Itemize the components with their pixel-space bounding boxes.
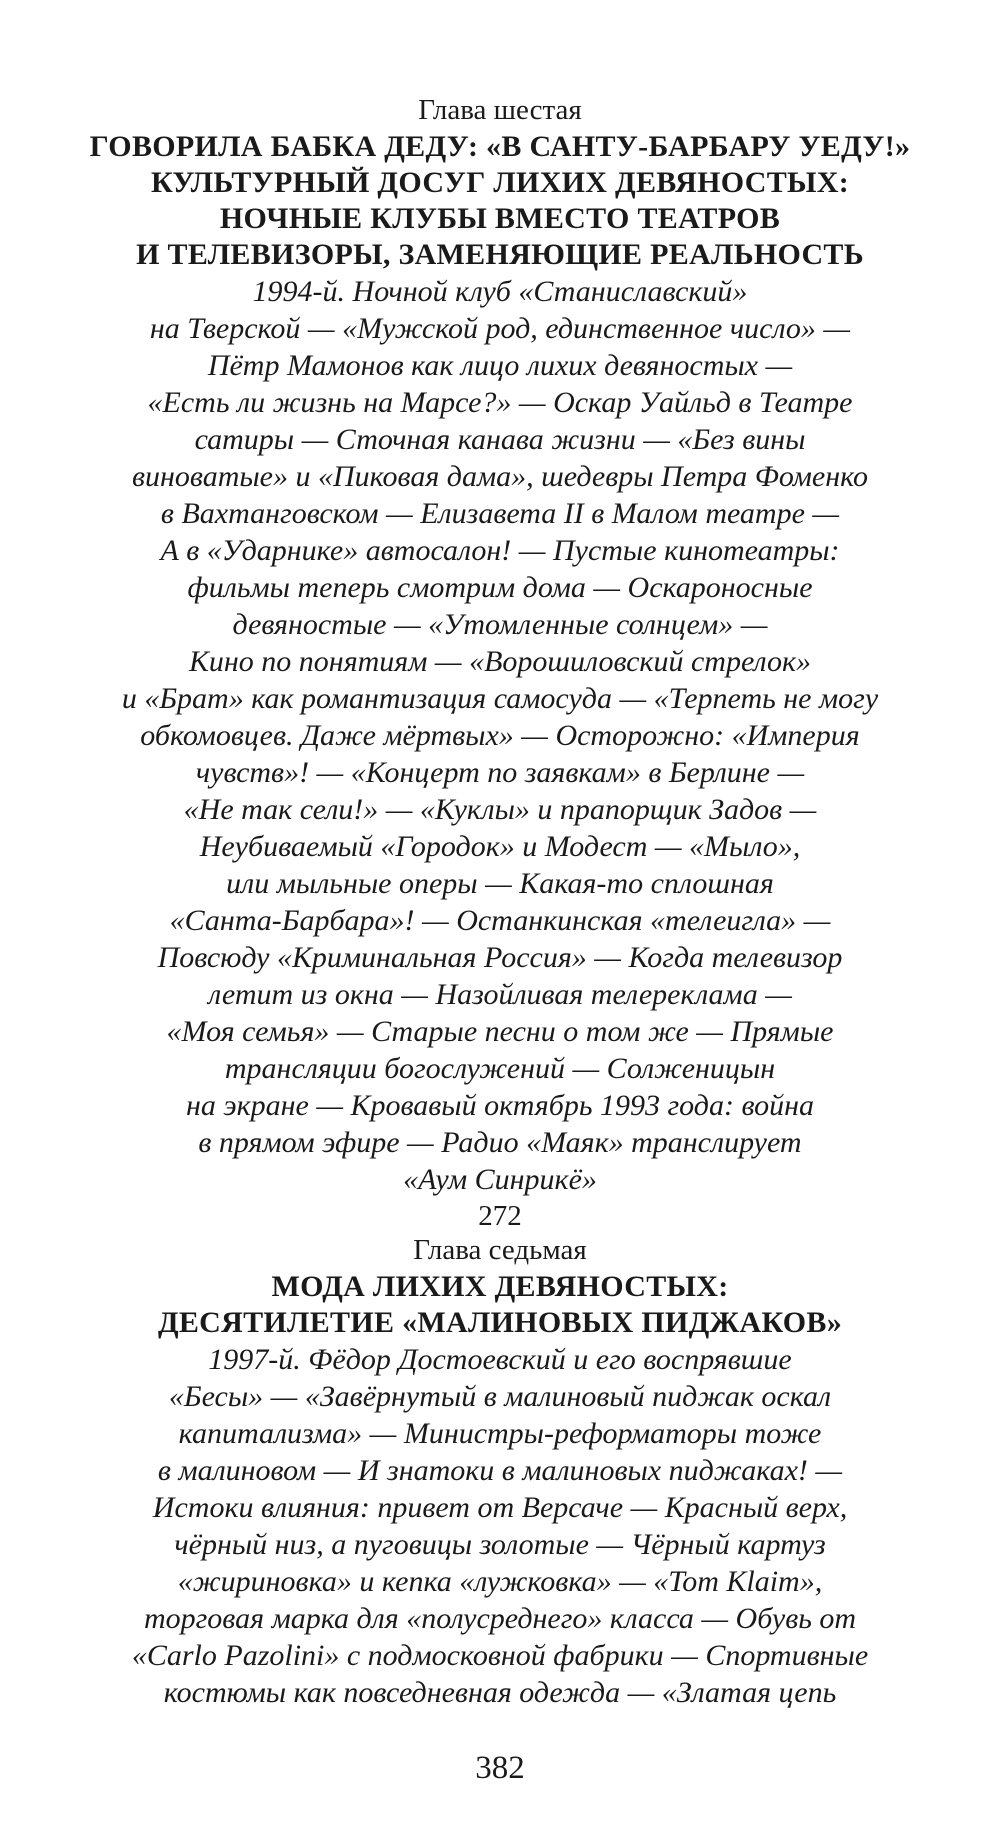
chapter-6-desc-line: 1994-й. Ночной клуб «Станиславский» xyxy=(252,275,748,308)
chapter-6-desc-line: и «Брат» как романтизация самосуда — «Терпеть не могу xyxy=(121,682,879,715)
chapter-7-label: Глава седьмая xyxy=(413,1234,587,1266)
chapter-6-desc-line: обкомовцев. Даже мёртвых» — Осторожно: «Империя xyxy=(140,719,860,752)
chapter-6-desc-line: Кино по понятиям — «Ворошиловский стрелок» xyxy=(189,645,811,678)
chapter-6-desc-line: «Не так сели!» — «Куклы» и прапорщик Задов — xyxy=(183,793,817,826)
chapter-7-desc-line: 1997-й. Фёдор Достоевский и его воспрявшие xyxy=(208,1343,792,1376)
chapter-7-desc-line: капитализма» — Министры-реформаторы тоже xyxy=(178,1417,822,1450)
chapter-6-desc-line: фильмы теперь смотрим дома — Оскароносные xyxy=(187,571,813,604)
chapter-6-desc-line: виноватые» и «Пиковая дама», шедевры Петра Фоменко xyxy=(131,460,869,493)
chapter-6-page-number: 272 xyxy=(478,1200,522,1232)
chapter-6-description xyxy=(40,273,960,1198)
chapter-6-desc-line: «Моя семья» — Старые песни о том же — Прямые xyxy=(166,1015,834,1048)
chapter-6-desc-line: девяностые — «Утомленные солнцем» — xyxy=(232,608,768,641)
chapter-6-desc-line: «Аум Синрикё» xyxy=(403,1163,597,1196)
chapter-7-entry xyxy=(40,1232,960,1711)
chapter-6-title-line: НОЧНЫЕ КЛУБЫ ВМЕСТО ТЕАТРОВ xyxy=(219,202,781,235)
chapter-7-title xyxy=(40,1269,960,1341)
chapter-7-desc-line: торговая марка для «полусреднего» класса — Обувь от xyxy=(143,1602,857,1635)
chapter-6-desc-line: на Тверской — «Мужской род, единственное число» — xyxy=(149,312,851,345)
chapter-7-desc-line: «жириновка» и кепка «лужковка» — «Tom Klaim», xyxy=(177,1565,823,1598)
chapter-6-desc-line: А в «Ударнике» автосалон! — Пустые кинотеатры: xyxy=(160,534,840,567)
chapter-6-desc-line: «Санта-Барбара»! — Останкинская «телеигла» — xyxy=(169,904,831,937)
chapter-6-desc-line: «Есть ли жизнь на Марсе?» — Оскар Уайльд в Театре xyxy=(147,386,853,419)
chapter-6-desc-line: на экране — Кровавый октябрь 1993 года: война xyxy=(186,1089,814,1122)
chapter-6-title-line: ГОВОРИЛА БАБКА ДЕДУ: «В САНТУ-БАРБАРУ УЕДУ!» xyxy=(89,130,911,163)
chapter-6-entry xyxy=(40,92,960,1235)
chapter-7-desc-line: Истоки влияния: привет от Версаче — Красный верх, xyxy=(152,1491,848,1524)
chapter-7-desc-line: костюмы как повседневная одежда — «Златая цепь xyxy=(163,1676,837,1709)
chapter-6-desc-line: в Вахтанговском — Елизавета II в Малом театре — xyxy=(160,497,840,530)
chapter-6-title-line: КУЛЬТУРНЫЙ ДОСУГ ЛИХИХ ДЕВЯНОСТЫХ: xyxy=(150,166,850,199)
chapter-7-desc-line: чёрный низ, а пуговицы золотые — Чёрный картуз xyxy=(174,1528,826,1561)
chapter-6-title-line: И ТЕЛЕВИЗОРЫ, ЗАМЕНЯЮЩИЕ РЕАЛЬНОСТЬ xyxy=(136,238,864,271)
chapter-6-title xyxy=(40,129,960,273)
chapter-7-desc-line: «Carlo Pazolini» с подмосковной фабрики — Спортивные xyxy=(131,1639,869,1672)
chapter-6-desc-line: в прямом эфире — Радио «Маяк» транслирует xyxy=(198,1126,802,1159)
chapter-6-desc-line: трансляции богослужений — Солженицын xyxy=(224,1052,776,1085)
chapter-6-desc-line: летит из окна — Назойливая телереклама — xyxy=(208,978,792,1011)
chapter-7-desc-line: «Бесы» — «Завёрнутый в малиновый пиджак оскал xyxy=(168,1380,832,1413)
page-number: 382 xyxy=(475,1750,525,1786)
chapter-6-desc-line: или мыльные оперы — Какая-то сплошная xyxy=(226,867,774,900)
chapter-6-label: Глава шестая xyxy=(418,94,582,126)
chapter-6-desc-line: Пётр Мамонов как лицо лихих девяностых — xyxy=(207,349,793,382)
chapter-6-desc-line: чувств»! — «Концерт по заявкам» в Берлине — xyxy=(195,756,805,789)
chapter-7-title-line: МОДА ЛИХИХ ДЕВЯНОСТЫХ: xyxy=(271,1270,729,1303)
chapter-7-desc-line: в малиновом — И знатоки в малиновых пиджаках! — xyxy=(157,1454,843,1487)
chapter-7-title-line: ДЕСЯТИЛЕТИЕ «МАЛИНОВЫХ ПИДЖАКОВ» xyxy=(157,1306,843,1339)
chapter-6-desc-line: сатиры — Сточная канава жизни — «Без вины xyxy=(194,423,806,456)
chapter-6-desc-line: Неубиваемый «Городок» и Модест — «Мыло», xyxy=(199,830,801,863)
chapter-6-desc-line: Повсюду «Криминальная Россия» — Когда телевизор xyxy=(157,941,843,974)
chapter-7-description xyxy=(40,1341,960,1711)
